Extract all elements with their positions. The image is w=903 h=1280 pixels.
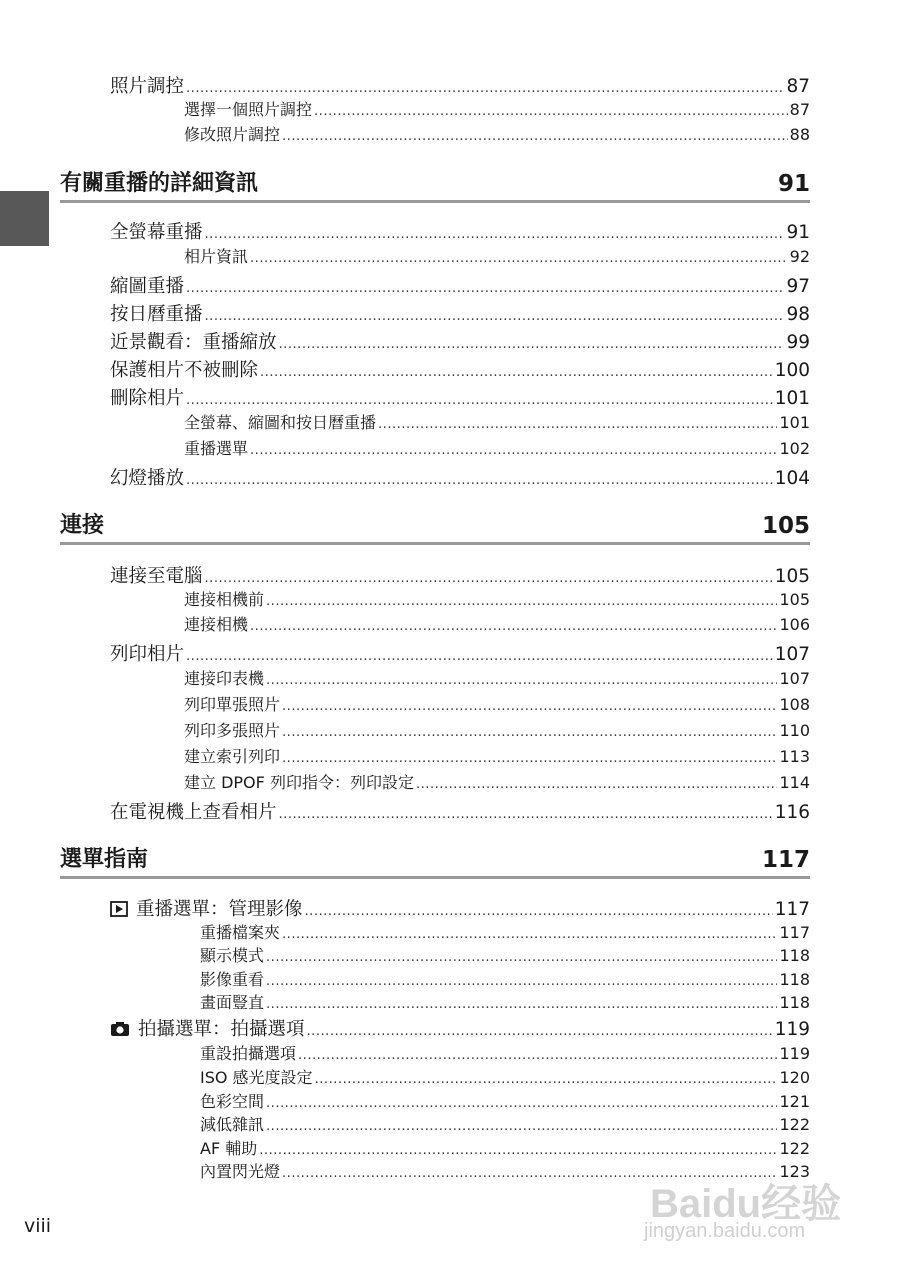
toc-entry-text: 列印相片 xyxy=(110,644,185,665)
toc-entry[interactable] xyxy=(110,272,810,298)
toc-entry-page: 120 xyxy=(779,1068,810,1087)
toc-entry[interactable] xyxy=(110,1015,810,1042)
toc-entry-title xyxy=(184,692,280,715)
toc-subentry[interactable] xyxy=(200,990,810,1013)
toc-entry-page: 101 xyxy=(774,388,810,409)
toc-entry-text: 重設拍攝選項 xyxy=(200,1044,297,1063)
toc-entry-text: 連接相機前 xyxy=(184,590,265,609)
toc-entry-text: ISO 感光度設定 xyxy=(200,1068,313,1087)
toc-entry-text: 連接至電腦 xyxy=(110,566,203,587)
toc-entry-title xyxy=(110,218,203,244)
toc-subentry[interactable] xyxy=(200,920,810,943)
dot-leader xyxy=(186,649,773,661)
toc-entry-title xyxy=(200,1041,296,1064)
toc-entry-title xyxy=(184,587,264,610)
toc-entry-page: 123 xyxy=(779,1162,810,1181)
toc-entry-title xyxy=(200,990,264,1013)
section-heading-page: 91 xyxy=(777,171,810,197)
toc-entry-page: 117 xyxy=(779,923,810,942)
dot-leader xyxy=(266,673,777,685)
section-heading-page: 105 xyxy=(761,513,810,539)
toc-entry-page: 105 xyxy=(774,566,810,587)
toc-subentry[interactable] xyxy=(200,943,810,966)
toc-entry-page: 118 xyxy=(779,993,810,1012)
toc-subentry[interactable] xyxy=(184,744,810,767)
toc-entry-page: 99 xyxy=(786,332,810,353)
toc-entry-text: 選擇一個照片調控 xyxy=(184,100,313,119)
dot-leader xyxy=(282,699,777,711)
dot-leader xyxy=(266,1096,777,1108)
dot-leader xyxy=(279,337,785,349)
toc-entry-title xyxy=(200,1065,313,1088)
toc-entry-page: 118 xyxy=(779,970,810,989)
toc-entry-title xyxy=(184,718,280,741)
toc-entry[interactable] xyxy=(110,356,810,382)
dot-leader xyxy=(186,81,784,93)
toc-entry[interactable] xyxy=(110,464,810,490)
toc-entry-text: 重播選單 xyxy=(184,439,249,458)
toc-entry-text: 保護相片不被刪除 xyxy=(110,360,259,381)
toc-entry[interactable] xyxy=(110,72,810,98)
toc-entry-text: 減低雜訊 xyxy=(200,1115,265,1134)
toc-entry-page: 104 xyxy=(774,468,810,489)
toc-entry[interactable] xyxy=(110,328,810,354)
toc-entry-page: 107 xyxy=(779,669,810,688)
toc-subentry[interactable] xyxy=(184,718,810,741)
toc-entry-text: 在電視機上查看相片 xyxy=(110,802,277,823)
toc-entry-text: 全螢幕重播 xyxy=(110,222,203,243)
toc-entry-text: 內置閃光燈 xyxy=(200,1162,281,1181)
dot-leader xyxy=(266,594,777,606)
watermark-url: jingyan.baidu.com xyxy=(644,1220,806,1242)
toc-entry-text: 連接印表機 xyxy=(184,669,265,688)
toc-entry-text: 縮圖重播 xyxy=(110,276,185,297)
toc-entry-text: 列印多張照片 xyxy=(184,721,281,740)
toc-entry-text: AF 輔助 xyxy=(200,1139,258,1158)
toc-entry-page: 108 xyxy=(779,695,810,714)
section-heading-title: 選單指南 xyxy=(60,847,149,872)
toc-entry-title xyxy=(184,244,248,267)
toc-entry-title xyxy=(200,1159,280,1182)
dot-leader xyxy=(186,473,773,485)
toc-entry-title xyxy=(200,920,280,943)
dot-leader xyxy=(416,777,778,789)
dot-leader xyxy=(279,807,773,819)
toc-entry-page: 117 xyxy=(774,899,810,920)
toc-entry-page: 119 xyxy=(779,1044,810,1063)
section-heading-title: 連接 xyxy=(60,513,105,538)
toc-entry-text: 色彩空間 xyxy=(200,1092,265,1111)
toc-entry-title xyxy=(184,744,280,767)
toc-entry-page: 113 xyxy=(779,747,810,766)
dot-leader xyxy=(260,365,773,377)
toc-entry-title xyxy=(184,612,248,635)
toc-entry-text: 連接相機 xyxy=(184,615,249,634)
section-heading-title: 有關重播的詳細資訊 xyxy=(60,171,259,196)
toc-entry-title xyxy=(200,1089,264,1112)
toc-entry-page: 118 xyxy=(779,946,810,965)
toc-entry-text: 全螢幕、縮圖和按日曆重播 xyxy=(184,413,377,432)
toc-entry-title xyxy=(200,1136,257,1159)
dot-leader xyxy=(307,1024,773,1036)
toc-entry-page: 101 xyxy=(779,413,810,432)
toc-entry[interactable] xyxy=(110,640,810,666)
toc-entry-page: 87 xyxy=(789,100,810,119)
toc-entry-title xyxy=(110,328,277,354)
toc-entry-title xyxy=(200,1112,264,1135)
toc-entry-title xyxy=(110,640,184,666)
toc-entry-page: 88 xyxy=(789,125,810,144)
toc-subentry[interactable] xyxy=(184,666,810,689)
toc-entry-text: 相片資訊 xyxy=(184,247,249,266)
dot-leader xyxy=(282,927,777,939)
toc-entry-page: 98 xyxy=(786,304,810,325)
toc-entry-page: 91 xyxy=(786,222,810,243)
toc-entry-title xyxy=(184,666,264,689)
toc-entry[interactable] xyxy=(110,300,810,326)
toc-subentry[interactable] xyxy=(200,1065,810,1088)
toc-entry-page: 107 xyxy=(774,644,810,665)
toc-entry-title xyxy=(110,356,258,382)
toc-subentry[interactable] xyxy=(200,1089,810,1112)
dot-leader xyxy=(250,619,777,631)
toc-subentry[interactable] xyxy=(200,1159,810,1182)
toc-entry-page: 121 xyxy=(779,1092,810,1111)
toc-entry-title xyxy=(110,464,184,490)
toc-entry-title xyxy=(110,562,203,588)
toc-entry-title xyxy=(110,798,277,824)
toc-subentry[interactable] xyxy=(200,1041,810,1064)
toc-entry-title xyxy=(200,943,264,966)
toc-entry-text: 重播選單：管理影像 xyxy=(136,899,303,920)
toc-entry-title xyxy=(184,410,376,433)
dot-leader xyxy=(266,974,777,986)
toc-entry-title xyxy=(184,122,280,145)
toc-entry-text: 拍攝選單：拍攝選項 xyxy=(138,1019,305,1040)
dot-leader xyxy=(186,281,784,293)
dot-leader xyxy=(315,1072,778,1084)
toc-entry-page: 100 xyxy=(774,360,810,381)
toc-subentry[interactable] xyxy=(184,436,810,459)
section-heading xyxy=(60,842,810,879)
toc-entry-text: 影像重看 xyxy=(200,970,265,989)
dot-leader xyxy=(186,393,773,405)
section-heading-page: 117 xyxy=(761,847,810,873)
camera-icon xyxy=(110,1021,130,1042)
toc-entry-title xyxy=(110,1015,305,1042)
toc-entry-page: 106 xyxy=(779,615,810,634)
toc-subentry[interactable] xyxy=(184,122,810,145)
playback-icon xyxy=(110,901,128,922)
dot-leader xyxy=(282,751,777,763)
toc-entry-page: 122 xyxy=(779,1139,810,1158)
page-number: viii xyxy=(24,1215,52,1237)
toc-subentry[interactable] xyxy=(184,587,810,610)
toc-entry-title xyxy=(110,72,184,98)
dot-leader xyxy=(205,571,773,583)
toc-entry-text: 畫面豎直 xyxy=(200,993,265,1012)
dot-leader xyxy=(305,904,773,916)
toc-entry-text: 建立索引列印 xyxy=(184,747,281,766)
toc-subentry[interactable] xyxy=(184,692,810,715)
toc-entry-page: 110 xyxy=(779,721,810,740)
dot-leader xyxy=(266,1119,777,1131)
toc-subentry[interactable] xyxy=(184,97,810,120)
toc-entry-page: 102 xyxy=(779,439,810,458)
toc-entry-page: 122 xyxy=(779,1115,810,1134)
toc-subentry[interactable] xyxy=(200,1136,810,1159)
toc-subentry[interactable] xyxy=(184,612,810,635)
dot-leader xyxy=(259,1143,777,1155)
toc-entry-text: 顯示模式 xyxy=(200,946,265,965)
toc-entry-text: 按日曆重播 xyxy=(110,304,203,325)
toc-entry-text: 幻燈播放 xyxy=(110,468,185,489)
toc-entry-text: 近景觀看：重播縮放 xyxy=(110,332,277,353)
toc-entry-page: 105 xyxy=(779,590,810,609)
dot-leader xyxy=(282,725,777,737)
toc-subentry[interactable] xyxy=(200,1112,810,1135)
toc-entry-title xyxy=(110,272,184,298)
toc-entry-text: 刪除相片 xyxy=(110,388,185,409)
toc-entry-text: 修改照片調控 xyxy=(184,125,281,144)
toc-entry-text: 列印單張照片 xyxy=(184,695,281,714)
toc-entry-page: 87 xyxy=(786,76,810,97)
toc-entry-title xyxy=(110,300,203,326)
toc-subentry[interactable] xyxy=(184,244,810,267)
toc-entry-page: 97 xyxy=(786,276,810,297)
toc-subentry[interactable] xyxy=(200,967,810,990)
section-heading xyxy=(60,508,810,545)
toc-entry-title xyxy=(110,384,184,410)
toc-entry[interactable] xyxy=(110,798,810,824)
toc-entry-title xyxy=(184,97,312,120)
watermark-brand: Baidu经验 xyxy=(650,1182,842,1226)
toc-entry-text: 建立 DPOF 列印指令：列印設定 xyxy=(184,773,414,792)
toc-entry-page: 119 xyxy=(774,1019,810,1040)
toc-entry[interactable] xyxy=(110,895,810,922)
dot-leader xyxy=(250,443,777,455)
dot-leader xyxy=(378,417,777,429)
section-heading xyxy=(60,166,810,203)
dot-leader xyxy=(250,251,788,263)
dot-leader xyxy=(205,227,785,239)
toc-subentry[interactable] xyxy=(184,770,810,793)
toc-entry-text: 重播檔案夾 xyxy=(200,923,281,942)
toc-entry-title xyxy=(184,770,414,793)
toc-subentry[interactable] xyxy=(184,410,810,433)
dot-leader xyxy=(205,309,785,321)
toc-entry-title xyxy=(110,895,303,922)
toc-entry[interactable] xyxy=(110,218,810,244)
toc-entry-page: 92 xyxy=(789,247,810,266)
toc-entry-page: 114 xyxy=(779,773,810,792)
dot-leader xyxy=(282,1166,777,1178)
dot-leader xyxy=(266,950,777,962)
toc-entry[interactable] xyxy=(110,384,810,410)
toc-entry-title xyxy=(200,967,264,990)
dot-leader xyxy=(298,1048,777,1060)
dot-leader xyxy=(314,104,788,116)
toc-entry-text: 照片調控 xyxy=(110,76,185,97)
toc-entry-title xyxy=(184,436,248,459)
toc-entry[interactable] xyxy=(110,562,810,588)
toc-entry-page: 116 xyxy=(774,802,810,823)
dot-leader xyxy=(282,129,788,141)
dot-leader xyxy=(266,997,777,1009)
